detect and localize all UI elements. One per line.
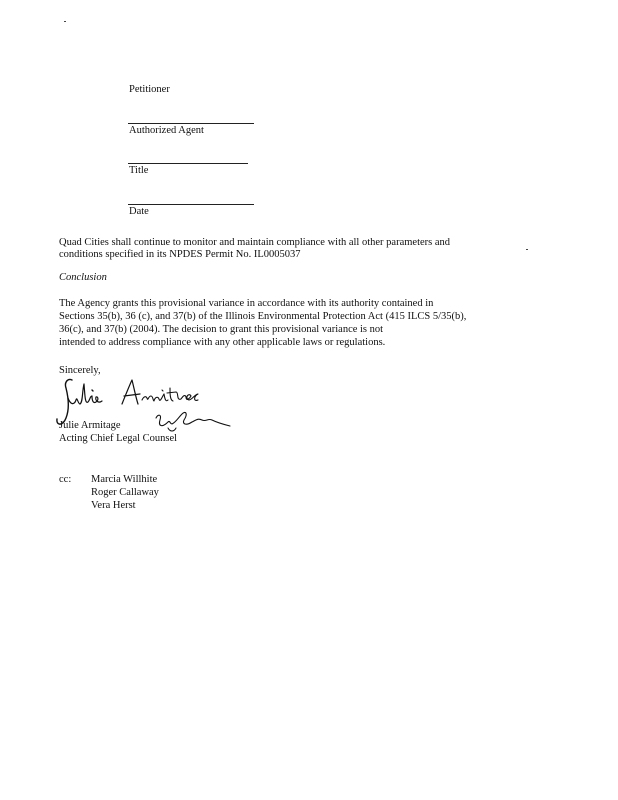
paragraph-line: Sections 35(b), 36 (c), and 37(b) of the Illinois Environmental Protection Act (415 ILCS 5/35(b),	[59, 311, 467, 322]
authorized-agent-signature-line	[128, 123, 254, 124]
paragraph-line: intended to address compliance with any other applicable laws or regulations.	[59, 337, 386, 348]
authorized-agent-label: Authorized Agent	[129, 125, 204, 136]
signer-name: Julie Armitage	[59, 420, 121, 431]
cc-recipient: Marcia Willhite	[91, 474, 158, 485]
petitioner-label: Petitioner	[129, 84, 170, 95]
cc-recipient: Vera Herst	[91, 500, 136, 511]
paragraph-line: The Agency grants this provisional variance in accordance with its authority contained in	[59, 298, 434, 309]
salutation: Sincerely,	[59, 365, 101, 376]
date-signature-line	[128, 204, 254, 205]
title-label: Title	[129, 165, 149, 176]
cc-label: cc:	[59, 474, 72, 485]
scan-mark	[64, 21, 66, 22]
scan-mark	[526, 249, 528, 250]
title-signature-line	[128, 163, 248, 164]
cc-recipient: Roger Callaway	[91, 487, 159, 498]
signer-title: Acting Chief Legal Counsel	[59, 433, 178, 444]
paragraph-line: conditions specified in its NPDES Permit No. IL0005037	[59, 249, 301, 260]
conclusion-heading: Conclusion	[59, 272, 107, 283]
date-label: Date	[129, 206, 149, 217]
paragraph-line: 36(c), and 37(b) (2004). The decision to grant this provisional variance is not	[59, 324, 384, 335]
paragraph-line: Quad Cities shall continue to monitor and maintain compliance with all other parameters and	[59, 237, 451, 248]
